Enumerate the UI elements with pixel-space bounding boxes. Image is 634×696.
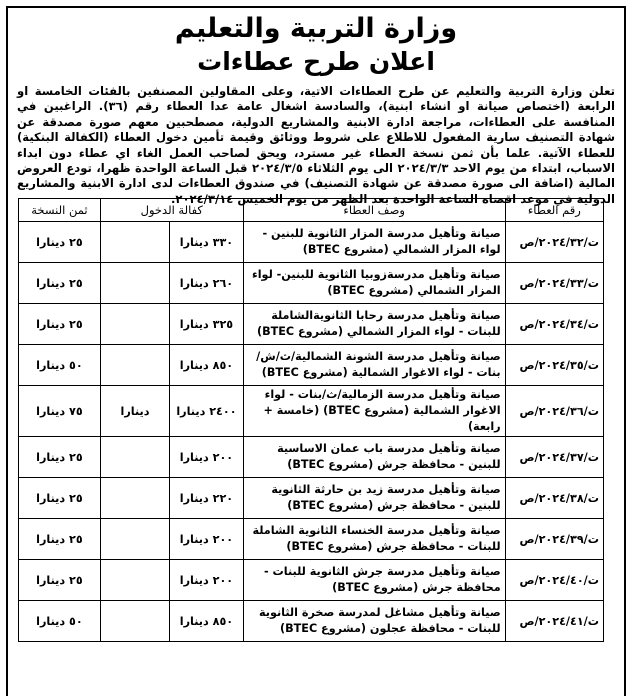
entry-bond-cell: ٣٢٥ دينارا [170,304,244,345]
entry-bond-cell: ٨٥٠ دينارا [170,601,244,642]
tender-description-cell: صيانة وتأهيل مدرسة المزار الثانوية للبنين - لواء المزار الشمالي (مشروع BTEC) [243,222,505,263]
entry-bond-extra-cell [100,601,169,642]
table-header-row [19,199,604,222]
table-row [19,601,604,642]
entry-bond-cell: ٢٢٠ دينارا [170,478,244,519]
table-row [19,437,604,478]
entry-bond-cell: ٢٠٠ دينارا [170,560,244,601]
entry-bond-extra-cell [100,519,169,560]
table-row [19,386,604,437]
entry-bond-extra-cell [100,222,169,263]
copy-price-cell: ٢٥ دينارا [19,478,101,519]
entry-bond-cell: ٢٠٠ دينارا [170,437,244,478]
tender-number-cell: ت/٢٠٢٤/٣٤/ص [505,304,603,345]
entry-bond-extra-cell [100,478,169,519]
tender-description-cell: صيانة وتأهيل مشاغل لمدرسة صخرة الثانوية للبنات - محافظة عجلون (مشروع BTEC) [243,601,505,642]
table-row [19,263,604,304]
copy-price-cell: ٢٥ دينارا [19,519,101,560]
header-tender-number: رقم العطاء [505,199,603,222]
tender-number-cell: ت/٢٠٢٤/٣٧/ص [505,437,603,478]
copy-price-cell: ٥٠ دينارا [19,345,101,386]
table-row [19,560,604,601]
tender-number-cell: ت/٢٠٢٤/٤٠/ص [505,560,603,601]
copy-price-cell: ٢٥ دينارا [19,263,101,304]
tender-description-cell: صيانة وتأهيل مدرسة الزمالية/ث/بنات - لواء الاغوار الشمالية (مشروع BTEC) (خامسة + رابعة) [243,386,505,437]
tender-number-cell: ت/٢٠٢٤/٣٣/ص [505,263,603,304]
copy-price-cell: ٢٥ دينارا [19,222,101,263]
table-row [19,222,604,263]
entry-bond-cell: ٢٠٠ دينارا [170,519,244,560]
intro-paragraph: تعلن وزارة التربية والتعليم عن طرح العطاءات الاتية، وعلى المقاولين المصنفين بالفئات الخامسة او الرابعة (اختصاص صيانة او انشاء ابنية)، والسادسة اشغال عامة عدا العطاء رقم (٣٦). الراغبين في المنافسة على العطاءات، مراجعة ادارة الابنية والمشاريع الدولية، مصطحبين معهم صورة مصدقة عن شهادة التصنيف سارية المفعول للاطلاع على شروط ووثائق وقيمة تأمين دخول العطاء (الكفالة البنكية) للعطاء الآتية. علما بأن ثمن نسخة العطاء غير مسترد، ويحق لصاحب العمل الغاء اي عطاء دون ابداء الاسباب، ابتداء من يوم الاحد ٢٠٢٤/٣/٣ الى يوم الثلاثاء ٢٠٢٤/٣/٥ قبل الساعة الواحدة ظهرا، تودع العروض المالية (اضافة الى صورة مصدقة عن شهادة التصنيف) في صندوق العطاءات لدى ادارة الابنية والمشاريع الدولية في موعد اقصاه الساعة الواحدة بعد الظهر من يوم الخميس ٢٠٢٤/٣/١٤. [17,84,615,206]
entry-bond-extra-cell [100,560,169,601]
entry-bond-cell: ٢٦٠ دينارا [170,263,244,304]
tender-number-cell: ت/٢٠٢٤/٣٢/ص [505,222,603,263]
entry-bond-extra-cell [100,345,169,386]
table-row [19,345,604,386]
table-row [19,519,604,560]
tender-number-cell: ت/٢٠٢٤/٣٥/ص [505,345,603,386]
ministry-title: وزارة التربية والتعليم [174,13,458,44]
copy-price-cell: ٢٥ دينارا [19,437,101,478]
entry-bond-extra-cell [100,263,169,304]
tender-description-cell: صيانة وتأهيل مدرسة الخنساء الثانوية الشاملة للبنات - محافظة جرش (مشروع BTEC) [243,519,505,560]
entry-bond-extra-cell [100,304,169,345]
tender-description-cell: صيانة وتأهيل مدرسةزوبيا الثانوية للبنين- لواء المزار الشمالي (مشروع BTEC) [243,263,505,304]
entry-bond-cell: ٨٥٠ دينارا [170,345,244,386]
entry-bond-cell: ٢٤٠٠ دينارا [170,386,244,437]
header-tender-description: وصف العطاء [243,199,505,222]
tender-description-cell: صيانة وتأهيل مدرسة جرش الثانوية للبنات - محافظة جرش (مشروع BTEC) [243,560,505,601]
entry-bond-extra-cell [100,437,169,478]
copy-price-cell: ٢٥ دينارا [19,560,101,601]
tender-description-cell: صيانة وتأهيل مدرسة الشونة الشمالية/ث/ش/بنات - لواء الاغوار الشمالية (مشروع BTEC) [243,345,505,386]
table-row [19,304,604,345]
table-row [19,478,604,519]
tender-description-cell: صيانة وتأهيل مدرسة زيد بن حارثة الثانوية للبنين - محافظة جرش (مشروع BTEC) [243,478,505,519]
header-entry-bond: كفالة الدخول [100,199,243,222]
tender-number-cell: ت/٢٠٢٤/٣٩/ص [505,519,603,560]
announcement-subtitle: اعلان طرح عطاءات [197,47,435,76]
tender-description-cell: صيانة وتأهيل مدرسة رحابا الثانويةالشاملة للبنات - لواء المزار الشمالي (مشروع BTEC) [243,304,505,345]
copy-price-cell: ٥٠ دينارا [19,601,101,642]
tender-number-cell: ت/٢٠٢٤/٣٦/ص [505,386,603,437]
header-copy-price: ثمن النسخة [19,199,101,222]
tender-number-cell: ت/٢٠٢٤/٣٨/ص [505,478,603,519]
tender-description-cell: صيانة وتأهيل مدرسة باب عمان الاساسية للبنين - محافظة جرش (مشروع BTEC) [243,437,505,478]
tenders-table [18,198,604,642]
entry-bond-extra-cell: دينارا [100,386,169,437]
copy-price-cell: ٧٥ دينارا [19,386,101,437]
tender-number-cell: ت/٢٠٢٤/٤١/ص [505,601,603,642]
entry-bond-cell: ٣٣٠ دينارا [170,222,244,263]
copy-price-cell: ٢٥ دينارا [19,304,101,345]
